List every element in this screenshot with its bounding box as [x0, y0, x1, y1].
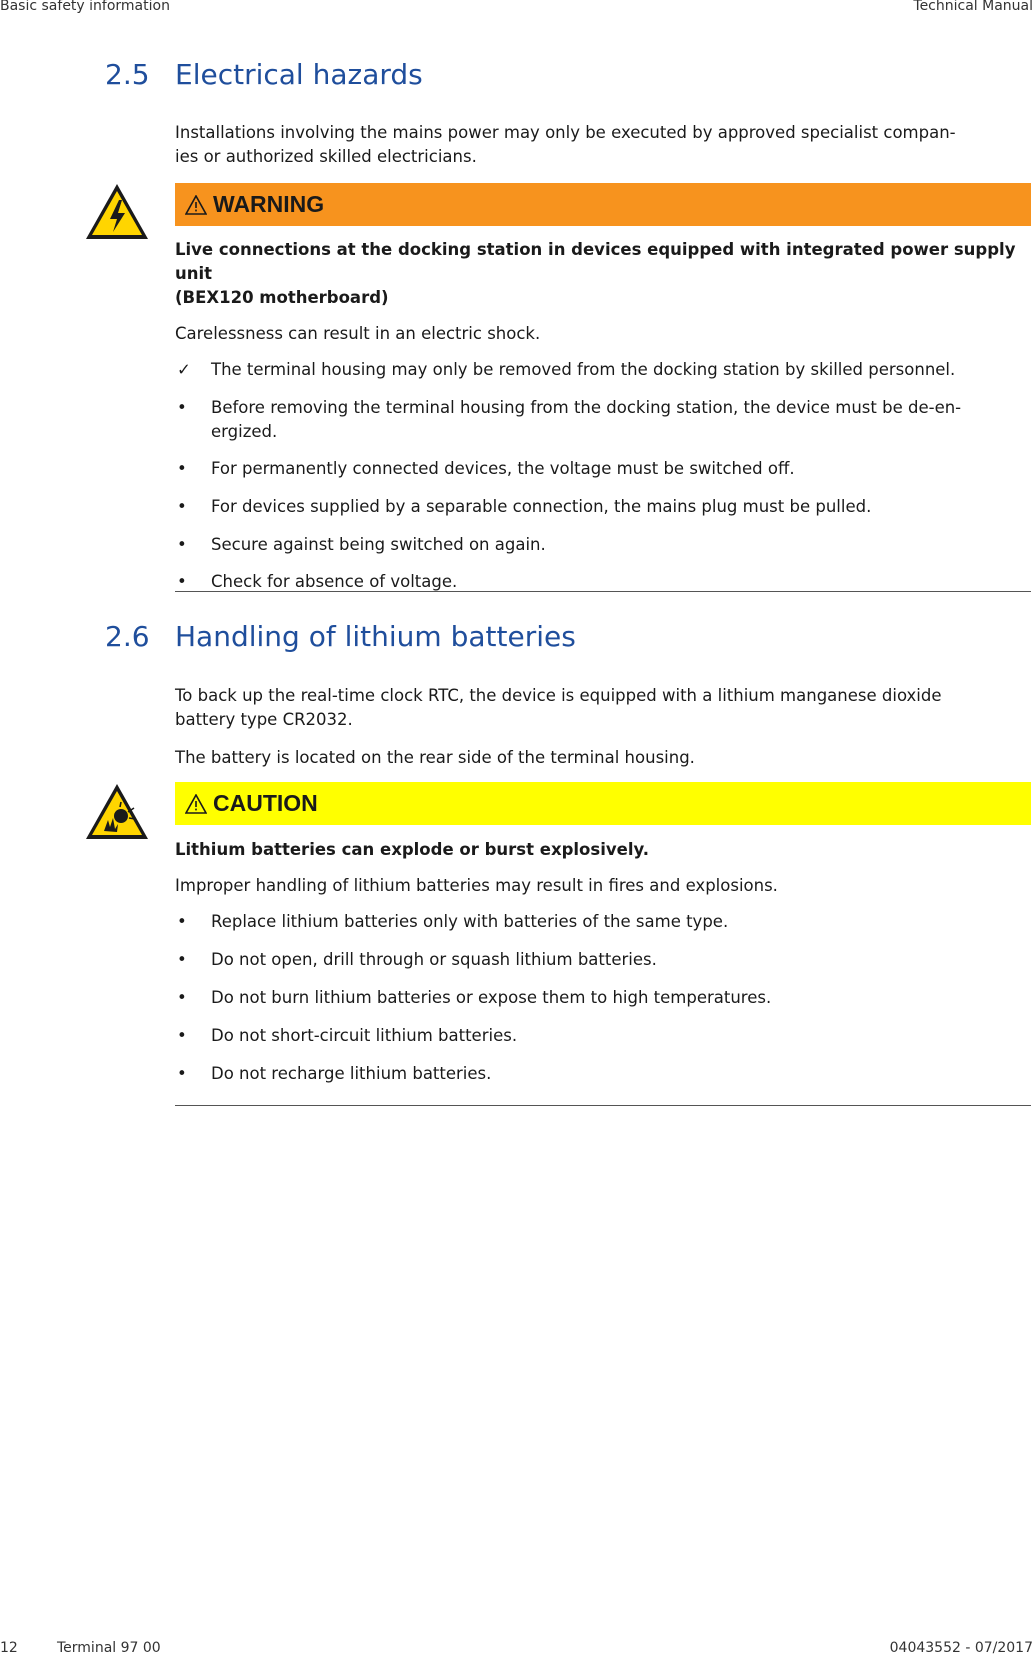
- warning-banner: [175, 183, 1031, 226]
- section-title: Handling of lithium batteries: [175, 620, 576, 653]
- bullet-icon: •: [177, 912, 187, 931]
- battery-location-para: The battery is located on the rear side of the terminal housing.: [175, 748, 695, 767]
- caution-measures-list: [175, 910, 1031, 1086]
- bullet-icon: •: [177, 1064, 187, 1083]
- section-2-6-divider: [175, 1105, 1031, 1106]
- list-item: [175, 948, 1031, 972]
- list-item: [175, 986, 1031, 1010]
- warning-heading-line-1: Live connections at the docking station in devices equipped with integrated power supply unit: [175, 240, 1016, 283]
- list-item: [175, 1062, 1031, 1086]
- list-item: [175, 910, 1031, 934]
- list-item-text: Before removing the terminal housing from the docking station, the device must be de-en-: [211, 398, 962, 417]
- warning-body: [175, 238, 1031, 594]
- bullet-icon: •: [177, 398, 187, 417]
- list-item-text: Do not recharge lithium batteries.: [211, 1064, 492, 1083]
- list-item-text: The terminal housing may only be removed from the docking station by skilled personnel.: [211, 360, 956, 379]
- running-header-manual: Technical Manual: [913, 0, 1033, 14]
- running-header-section: Basic safety information: [0, 0, 170, 14]
- list-item-text-cont: ergized.: [211, 422, 278, 441]
- list-item: [175, 396, 1031, 444]
- bullet-icon: •: [177, 535, 187, 554]
- caution-heading: Lithium batteries can explode or burst explosively.: [175, 840, 649, 859]
- list-item-text: Check for absence of voltage.: [211, 572, 458, 591]
- section-2-5-intro: [175, 121, 1031, 169]
- list-item-text: For permanently connected devices, the voltage must be switched off.: [211, 459, 795, 478]
- list-item-text: For devices supplied by a separable connection, the mains plug must be pulled.: [211, 497, 872, 516]
- section-2-5-divider: [175, 591, 1031, 592]
- list-item-text: Secure against being switched on again.: [211, 535, 546, 554]
- warning-triangle-icon: [185, 794, 207, 814]
- caution-consequence: Improper handling of lithium batteries may result in fires and explosions.: [175, 876, 778, 895]
- check-icon: ✓: [177, 360, 191, 379]
- intro-line-1: Installations involving the mains power may only be executed by approved specialist compan-: [175, 123, 956, 142]
- list-item-text: Replace lithium batteries only with batteries of the same type.: [211, 912, 729, 931]
- electric-hazard-icon: [84, 182, 150, 242]
- section-number: 2.6: [105, 620, 150, 653]
- list-item: [175, 1024, 1031, 1048]
- list-item-text: Do not short-circuit lithium batteries.: [211, 1026, 518, 1045]
- list-item: [175, 533, 1031, 557]
- warning-triangle-icon: [185, 195, 207, 215]
- bullet-icon: •: [177, 497, 187, 516]
- product-name: Terminal 97 00: [57, 1640, 161, 1656]
- battery-para-line-1: To back up the real-time clock RTC, the device is equipped with a lithium manganese dioxide: [175, 686, 942, 705]
- explosion-hazard-icon: [84, 782, 150, 842]
- section-2-6-intro: [175, 684, 1031, 770]
- list-item: [175, 495, 1031, 519]
- warning-measures-list: [175, 358, 1031, 594]
- warning-consequence: Carelessness can result in an electric shock.: [175, 324, 541, 343]
- section-2-5-heading: [105, 58, 423, 91]
- bullet-icon: •: [177, 1026, 187, 1045]
- bullet-icon: •: [177, 572, 187, 591]
- section-2-6-heading: [105, 620, 576, 653]
- page-number: 12: [0, 1640, 18, 1656]
- document-number: 04043552 - 07/2017: [889, 1640, 1033, 1656]
- battery-para-line-2: battery type CR2032.: [175, 710, 353, 729]
- list-item: [175, 358, 1031, 382]
- warning-heading-line-2: (BEX120 motherboard): [175, 288, 389, 307]
- list-item: [175, 457, 1031, 481]
- section-title: Electrical hazards: [175, 58, 423, 91]
- list-item-text: Do not burn lithium batteries or expose them to high temperatures.: [211, 988, 772, 1007]
- bullet-icon: •: [177, 459, 187, 478]
- caution-banner: [175, 782, 1031, 825]
- intro-line-2: ies or authorized skilled electricians.: [175, 147, 477, 166]
- caution-body: [175, 838, 1031, 1086]
- list-item-text: Do not open, drill through or squash lithium batteries.: [211, 950, 657, 969]
- section-number: 2.5: [105, 58, 150, 91]
- warning-label: WARNING: [213, 191, 325, 217]
- bullet-icon: •: [177, 950, 187, 969]
- bullet-icon: •: [177, 988, 187, 1007]
- caution-label: CAUTION: [213, 790, 318, 816]
